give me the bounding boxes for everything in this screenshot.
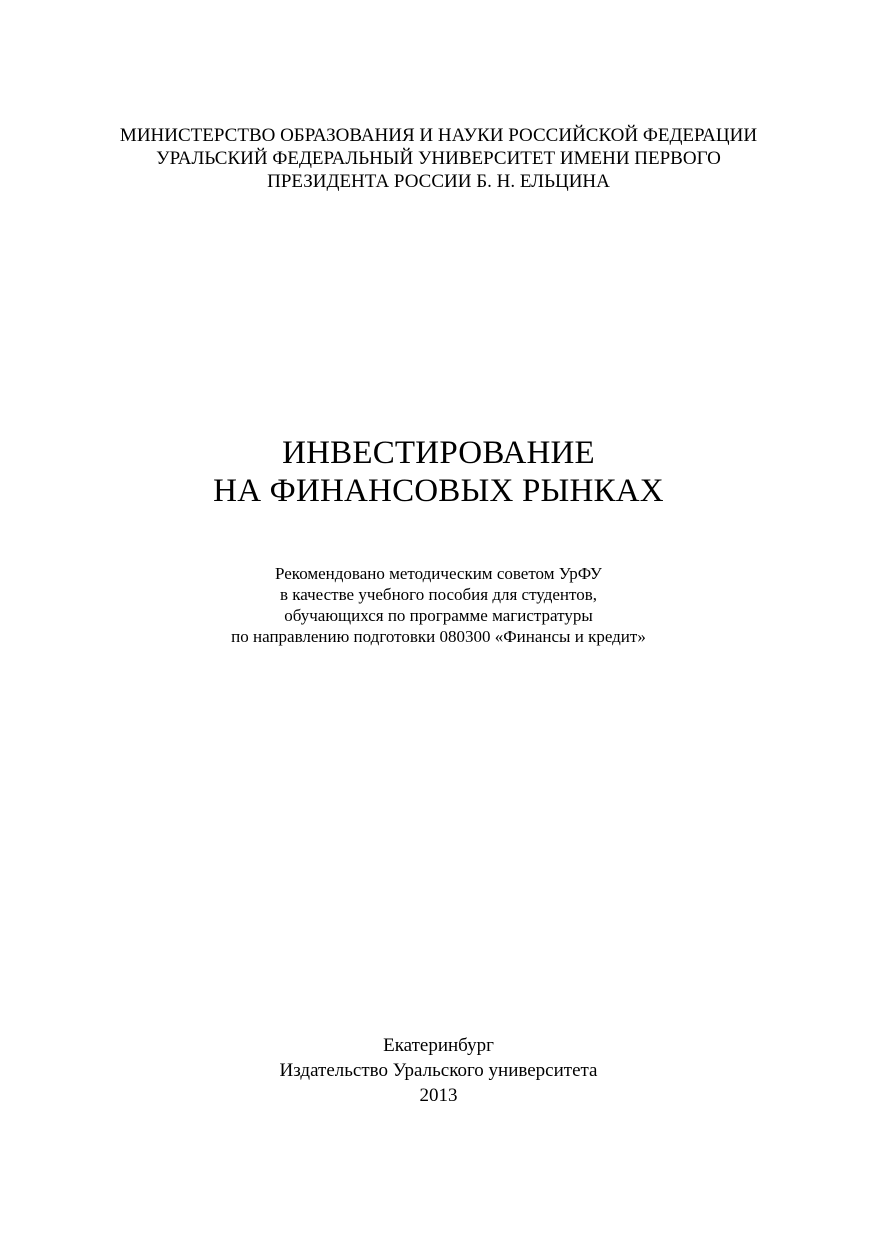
- recommendation-line-1: Рекомендовано методическим советом УрФУ: [275, 564, 602, 583]
- header-line-ministry: МИНИСТЕРСТВО ОБРАЗОВАНИЯ И НАУКИ РОССИЙСКОЙ ФЕДЕРАЦИИ: [119, 125, 758, 146]
- title-line-1: ИНВЕСТИРОВАНИЕ: [282, 435, 595, 471]
- imprint-publisher: Издательство Уральского университета: [279, 1060, 598, 1081]
- recommendation-line-4: по направлению подготовки 080300 «Финансы и кредит»: [231, 627, 646, 646]
- institution-header: [0, 124, 877, 193]
- header-line-university: УРАЛЬСКИЙ ФЕДЕРАЛЬНЫЙ УНИВЕРСИТЕТ ИМЕНИ ПЕРВОГО: [156, 148, 721, 169]
- imprint-city: Екатеринбург: [383, 1035, 494, 1056]
- recommendation-line-2: в качестве учебного пособия для студентов,: [279, 585, 598, 604]
- recommendation-line-3: обучающихся по программе магистратуры: [284, 606, 593, 625]
- imprint-year: 2013: [419, 1085, 458, 1106]
- recommendation-note: [0, 563, 877, 647]
- title-line-2: НА ФИНАНСОВЫХ РЫНКАХ: [213, 473, 664, 509]
- document-title: [0, 434, 877, 510]
- header-line-university-name: ПРЕЗИДЕНТА РОССИИ Б. Н. ЕЛЬЦИНА: [267, 171, 610, 192]
- imprint: [0, 1033, 877, 1108]
